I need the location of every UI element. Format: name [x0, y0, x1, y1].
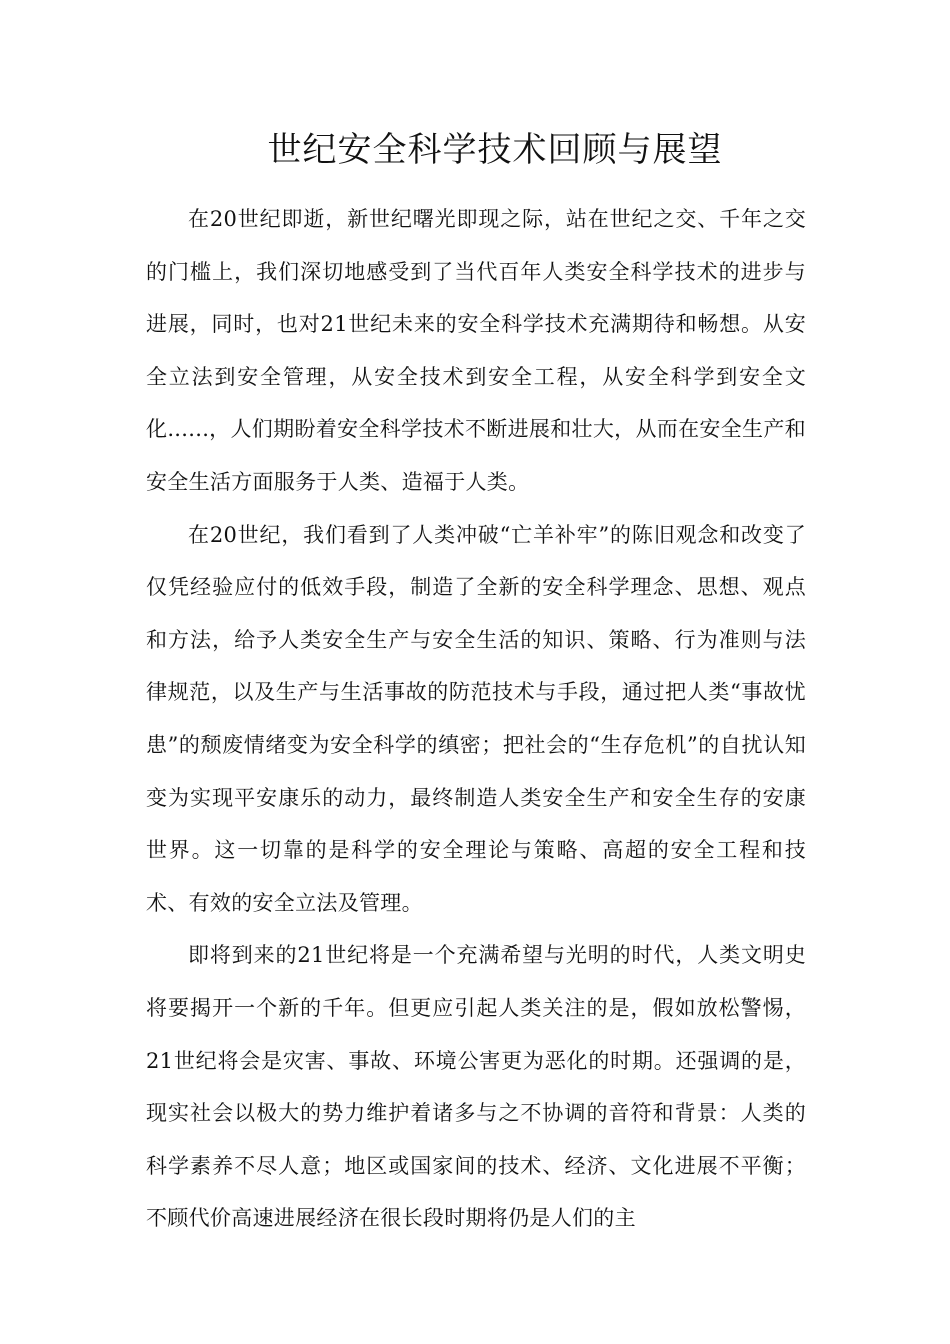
paragraph-3: 即将到来的21世纪将是一个充满希望与光明的时代，人类文明史将要揭开一个新的千年。但更应引起人类关注的是，假如放松警惕，21世纪将会是灾害、事故、环境公害更为恶化的时期。还强调的是，现实社会以极大的势力维护着诸多与之不协调的音符和背景：人类的科学素养不尽人意；地区或国家间的技术、经济、文化进展不平衡；不顾代价高速进展经济在很长段时期将仍是人们的主 — [146, 943, 806, 1231]
paragraph-1: 在20世纪即逝，新世纪曙光即现之际，站在世纪之交、千年之交的门槛上，我们深切地感受到了当代百年人类安全科学技术的进步与进展，同时，也对21世纪未来的安全科学技术充满期待和畅想。从安全立法到安全管理，从安全技术到安全工程，从安全科学到安全文化......，人们期盼着安全科学技术不断进展和壮大，从而在安全生产和安全生活方面服务于人类、造福于人类。 — [146, 207, 806, 494]
document-title: 世纪安全科学技术回顾与展望 — [267, 130, 723, 170]
document-body — [146, 193, 806, 1245]
paragraph-2: 在20世纪，我们看到了人类冲破“亡羊补牢”的陈旧观念和改变了仅凭经验应付的低效手段，制造了全新的安全科学理念、思想、观点和方法，给予人类安全生产与安全生活的知识、策略、行为准则与法律规范，以及生产与生活事故的防范技术与手段，通过把人类“事故忧患”的颓废情绪变为安全科学的缜密；把社会的“生存危机”的自扰认知变为实现平安康乐的动力，最终制造人类安全生产和安全生存的安康世界。这一切靠的是科学的安全理论与策略、高超的安全工程和技术、有效的安全立法及管理。 — [146, 522, 806, 915]
